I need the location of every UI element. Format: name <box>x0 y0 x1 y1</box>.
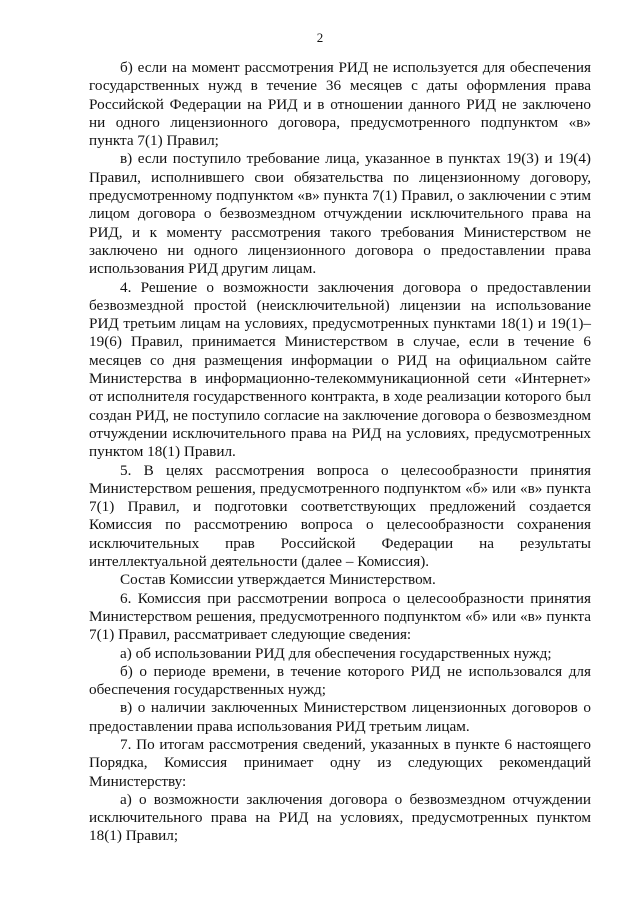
paragraph-5: 5. В целях рассмотрения вопроса о целесообразности принятия Министерством решения, предусмотренного подпунктом «б» или «в» пункта 7(1) Правил, и подготовки соответствующих предложений создается Комиссия по рассмотрению вопроса о целесообразности сохранения исключительных прав Российской Федерации на результаты интеллектуальной деятельности (далее – Комиссия). <box>89 461 591 571</box>
paragraph-7: 7. По итогам рассмотрения сведений, указанных в пункте 6 настоящего Порядка, Комиссия принимает одну из следующих рекомендаций Министерству: <box>89 735 591 790</box>
paragraph-commission-composition: Состав Комиссии утверждается Министерством. <box>120 571 436 589</box>
document-body <box>89 59 591 846</box>
paragraph-7a: а) о возможности заключения договора о безвозмездном отчуждении исключительного права на РИД на условиях, предусмотренных пунктом 18(1) Правил; <box>89 790 591 845</box>
paragraph-3c: в) если поступило требование лица, указанное в пунктах 19(3) и 19(4) Правил, исполнившего свои обязательства по лицензионному договору, предусмотренному подпунктом «в» пункта 7(1) Правил, о заключении с этим лицом договора о безвозмездном отчуждении исключительного права на РИД, и к моменту рассмотрения такого требования Министерством не заключено ни одного лицензионного договора о предоставлении права использования РИД другим лицам. <box>89 150 591 278</box>
paragraph-3b: б) если на момент рассмотрения РИД не используется для обеспечения государственных нужд в течение 36 месяцев с даты оформления права Российской Федерации на РИД и в отношении данного РИД не заключено ни одного лицензионного договора, предусмотренного подпунктом «в» пункта 7(1) Правил; <box>89 59 591 150</box>
page-number: 2 <box>316 30 324 45</box>
paragraph-6b: б) о периоде времени, в течение которого РИД не использовался для обеспечения государственных нужд; <box>89 662 591 699</box>
paragraph-6c: в) о наличии заключенных Министерством лицензионных договоров о предоставлении права использования РИД третьим лицам. <box>89 699 591 735</box>
paragraph-6a: а) об использовании РИД для обеспечения государственных нужд; <box>120 644 552 662</box>
paragraph-6: 6. Комиссия при рассмотрении вопроса о целесообразности принятия Министерством решения, предусмотренного подпунктом «б» или «в» пункта 7(1) Правил, рассматривает следующие сведения: <box>89 589 591 644</box>
paragraph-4: 4. Решение о возможности заключения договора о предоставлении безвозмездной простой (неисключительной) лицензии на использование РИД третьим лицам на условиях, предусмотренных пунктами 18(1) и 19(1)–19(6) Правил, принимается Министерством в случае, если в течение 6 месяцев со дня размещения информации о РИД на официальном сайте Министерства в информационно-телекоммуникационной сети «Интернет» от исполнителя государственного контракта, в ходе реализации которого был создан РИД, не поступило согласие на заключение договора о безвозмездном отчуждении исключительного права на РИД на условиях, предусмотренных пунктом 18(1) Правил. <box>89 278 591 461</box>
